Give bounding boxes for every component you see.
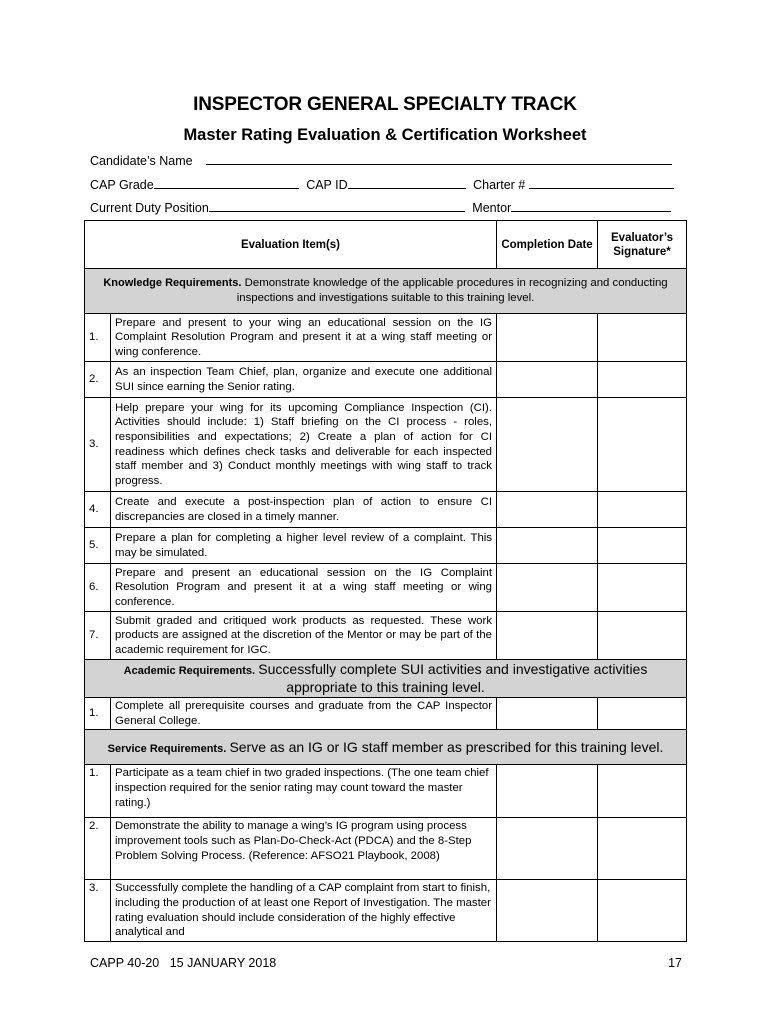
signature-cell[interactable] — [598, 492, 687, 528]
item-text: Help prepare your wing for its upcoming Compliance Inspection (CI). Activities should include: 1) Staff briefing on the CI process - roles, responsibilities and expectations; 2) Create a plan of action for CI readiness which defines check tasks and deliverable for each inspected staff member and 3) Conduct monthly meetings with wing staff to track progress. — [111, 398, 497, 492]
page-footer — [90, 956, 682, 970]
duty-mentor-line — [90, 200, 674, 215]
candidate-name-line — [90, 153, 674, 168]
completion-date-cell[interactable] — [497, 765, 598, 818]
footer-doc-number: CAPP 40-20 — [90, 956, 160, 970]
mentor-label: Mentor — [472, 201, 512, 215]
item-number: 3. — [85, 880, 111, 942]
academic-section-cell — [85, 660, 687, 698]
academic-label: Academic Requirements. — [123, 665, 256, 677]
table-row — [85, 362, 687, 398]
header-completion-date-text: Completion Date — [501, 238, 593, 251]
signature-cell[interactable] — [598, 612, 687, 660]
service-text: Serve as an IG or IG staff member as prescribed for this training level. — [229, 738, 664, 755]
signature-cell[interactable] — [598, 698, 687, 730]
completion-date-cell[interactable] — [497, 564, 598, 612]
table-row — [85, 314, 687, 362]
item-number: 3. — [85, 398, 111, 492]
item-text: Create and execute a post-inspection plan of action to ensure CI discrepancies are closed in a timely manner. — [111, 492, 497, 528]
header-evaluator-signature — [598, 221, 687, 269]
signature-cell[interactable] — [598, 564, 687, 612]
table-row — [85, 818, 687, 880]
signature-cell[interactable] — [598, 362, 687, 398]
academic-text: Successfully complete SUI activities and investigative activities appropriate to this training level. — [258, 661, 648, 695]
item-text: As an inspection Team Chief, plan, organize and execute one additional SUI since earning the Senior rating. — [111, 362, 497, 398]
item-text: Prepare a plan for completing a higher level review of a complaint. This may be simulated. — [111, 528, 497, 564]
service-section-row — [85, 730, 687, 765]
completion-date-cell[interactable] — [497, 314, 598, 362]
item-number: 4. — [85, 492, 111, 528]
cap-id-blank[interactable] — [348, 177, 466, 189]
item-number: 6. — [85, 564, 111, 612]
item-text: Participate as a team chief in two graded inspections. (The one team chief inspection required for the senior rating may count toward the master rating.) — [111, 765, 497, 818]
evaluation-table — [84, 220, 687, 942]
footer-page-number: 17 — [668, 956, 682, 970]
table-row — [85, 612, 687, 660]
table-header-row — [85, 221, 687, 269]
header-evaluation-item-text: Evaluation Item(s) — [240, 238, 341, 251]
item-number: 5. — [85, 528, 111, 564]
item-number: 7. — [85, 612, 111, 660]
item-number: 1. — [85, 765, 111, 818]
signature-cell[interactable] — [598, 314, 687, 362]
item-text: Prepare and present to your wing an educational session on the IG Complaint Resolution Program and present it at a wing staff meeting or wing conference. — [111, 314, 497, 362]
item-text: Submit graded and critiqued work products as requested. These work products are assigned at the discretion of the Mentor or may be part of the academic requirement for IGC. — [111, 612, 497, 660]
cap-grade-label: CAP Grade — [90, 178, 154, 192]
candidate-name-label: Candidate’s Name — [90, 154, 193, 168]
item-number: 2. — [85, 362, 111, 398]
signature-cell[interactable] — [598, 880, 687, 942]
signature-cell[interactable] — [598, 398, 687, 492]
completion-date-cell[interactable] — [497, 880, 598, 942]
service-section-cell — [85, 730, 687, 765]
service-label: Service Requirements. — [107, 742, 227, 755]
header-evaluator-signature-text: Evaluator’s Signature* — [611, 231, 674, 258]
completion-date-cell[interactable] — [497, 398, 598, 492]
knowledge-text: Demonstrate knowledge of the applicable procedures in recognizing and conducting inspections and investigations suitable to this training level. — [236, 277, 668, 304]
academic-section-row — [85, 660, 687, 698]
table-row — [85, 398, 687, 492]
mentor-blank[interactable] — [511, 200, 671, 212]
table-row — [85, 698, 687, 730]
completion-date-cell[interactable] — [497, 492, 598, 528]
grade-id-charter-line — [90, 177, 674, 192]
header-completion-date — [497, 221, 598, 269]
completion-date-cell[interactable] — [497, 612, 598, 660]
item-number: 2. — [85, 818, 111, 880]
cap-grade-blank[interactable] — [154, 177, 299, 189]
completion-date-cell[interactable] — [497, 362, 598, 398]
item-number: 1. — [85, 314, 111, 362]
table-row — [85, 765, 687, 818]
completion-date-cell[interactable] — [497, 698, 598, 730]
charter-label: Charter # — [473, 178, 526, 192]
table-row — [85, 528, 687, 564]
table-row — [85, 880, 687, 942]
document-title: INSPECTOR GENERAL SPECIALTY TRACK — [193, 94, 577, 115]
signature-cell[interactable] — [598, 818, 687, 880]
knowledge-label: Knowledge Requirements. — [103, 277, 242, 290]
completion-date-cell[interactable] — [497, 528, 598, 564]
item-text: Prepare and present an educational session on the IG Complaint Resolution Program and present it at a wing staff meeting or wing conference. — [111, 564, 497, 612]
signature-cell[interactable] — [598, 528, 687, 564]
table-row — [85, 564, 687, 612]
document-subtitle: Master Rating Evaluation & Certification Worksheet — [183, 126, 587, 144]
footer-date: 15 JANUARY 2018 — [169, 956, 277, 970]
duty-position-blank[interactable] — [209, 200, 465, 212]
duty-position-label: Current Duty Position — [90, 201, 209, 215]
knowledge-section-row — [85, 269, 687, 314]
completion-date-cell[interactable] — [497, 818, 598, 880]
cap-id-label: CAP ID — [306, 178, 348, 192]
item-text: Complete all prerequisite courses and graduate from the CAP Inspector General College. — [111, 698, 497, 730]
candidate-name-blank[interactable] — [206, 153, 672, 165]
signature-cell[interactable] — [598, 765, 687, 818]
knowledge-section-cell — [85, 269, 687, 314]
charter-blank[interactable] — [529, 177, 674, 189]
item-number: 1. — [85, 698, 111, 730]
item-text: Successfully complete the handling of a CAP complaint from start to finish, including the production of at least one Report of Investigation. The master rating evaluation should include consideration of the highly effective analytical and — [111, 880, 497, 942]
item-text: Demonstrate the ability to manage a wing’s IG program using process improvement tools such as Plan-Do-Check-Act (PDCA) and the 8-Step Problem Solving Process. (Reference: AFSO21 Playbook, 2008) — [111, 818, 497, 880]
table-row — [85, 492, 687, 528]
header-evaluation-item — [85, 221, 497, 269]
